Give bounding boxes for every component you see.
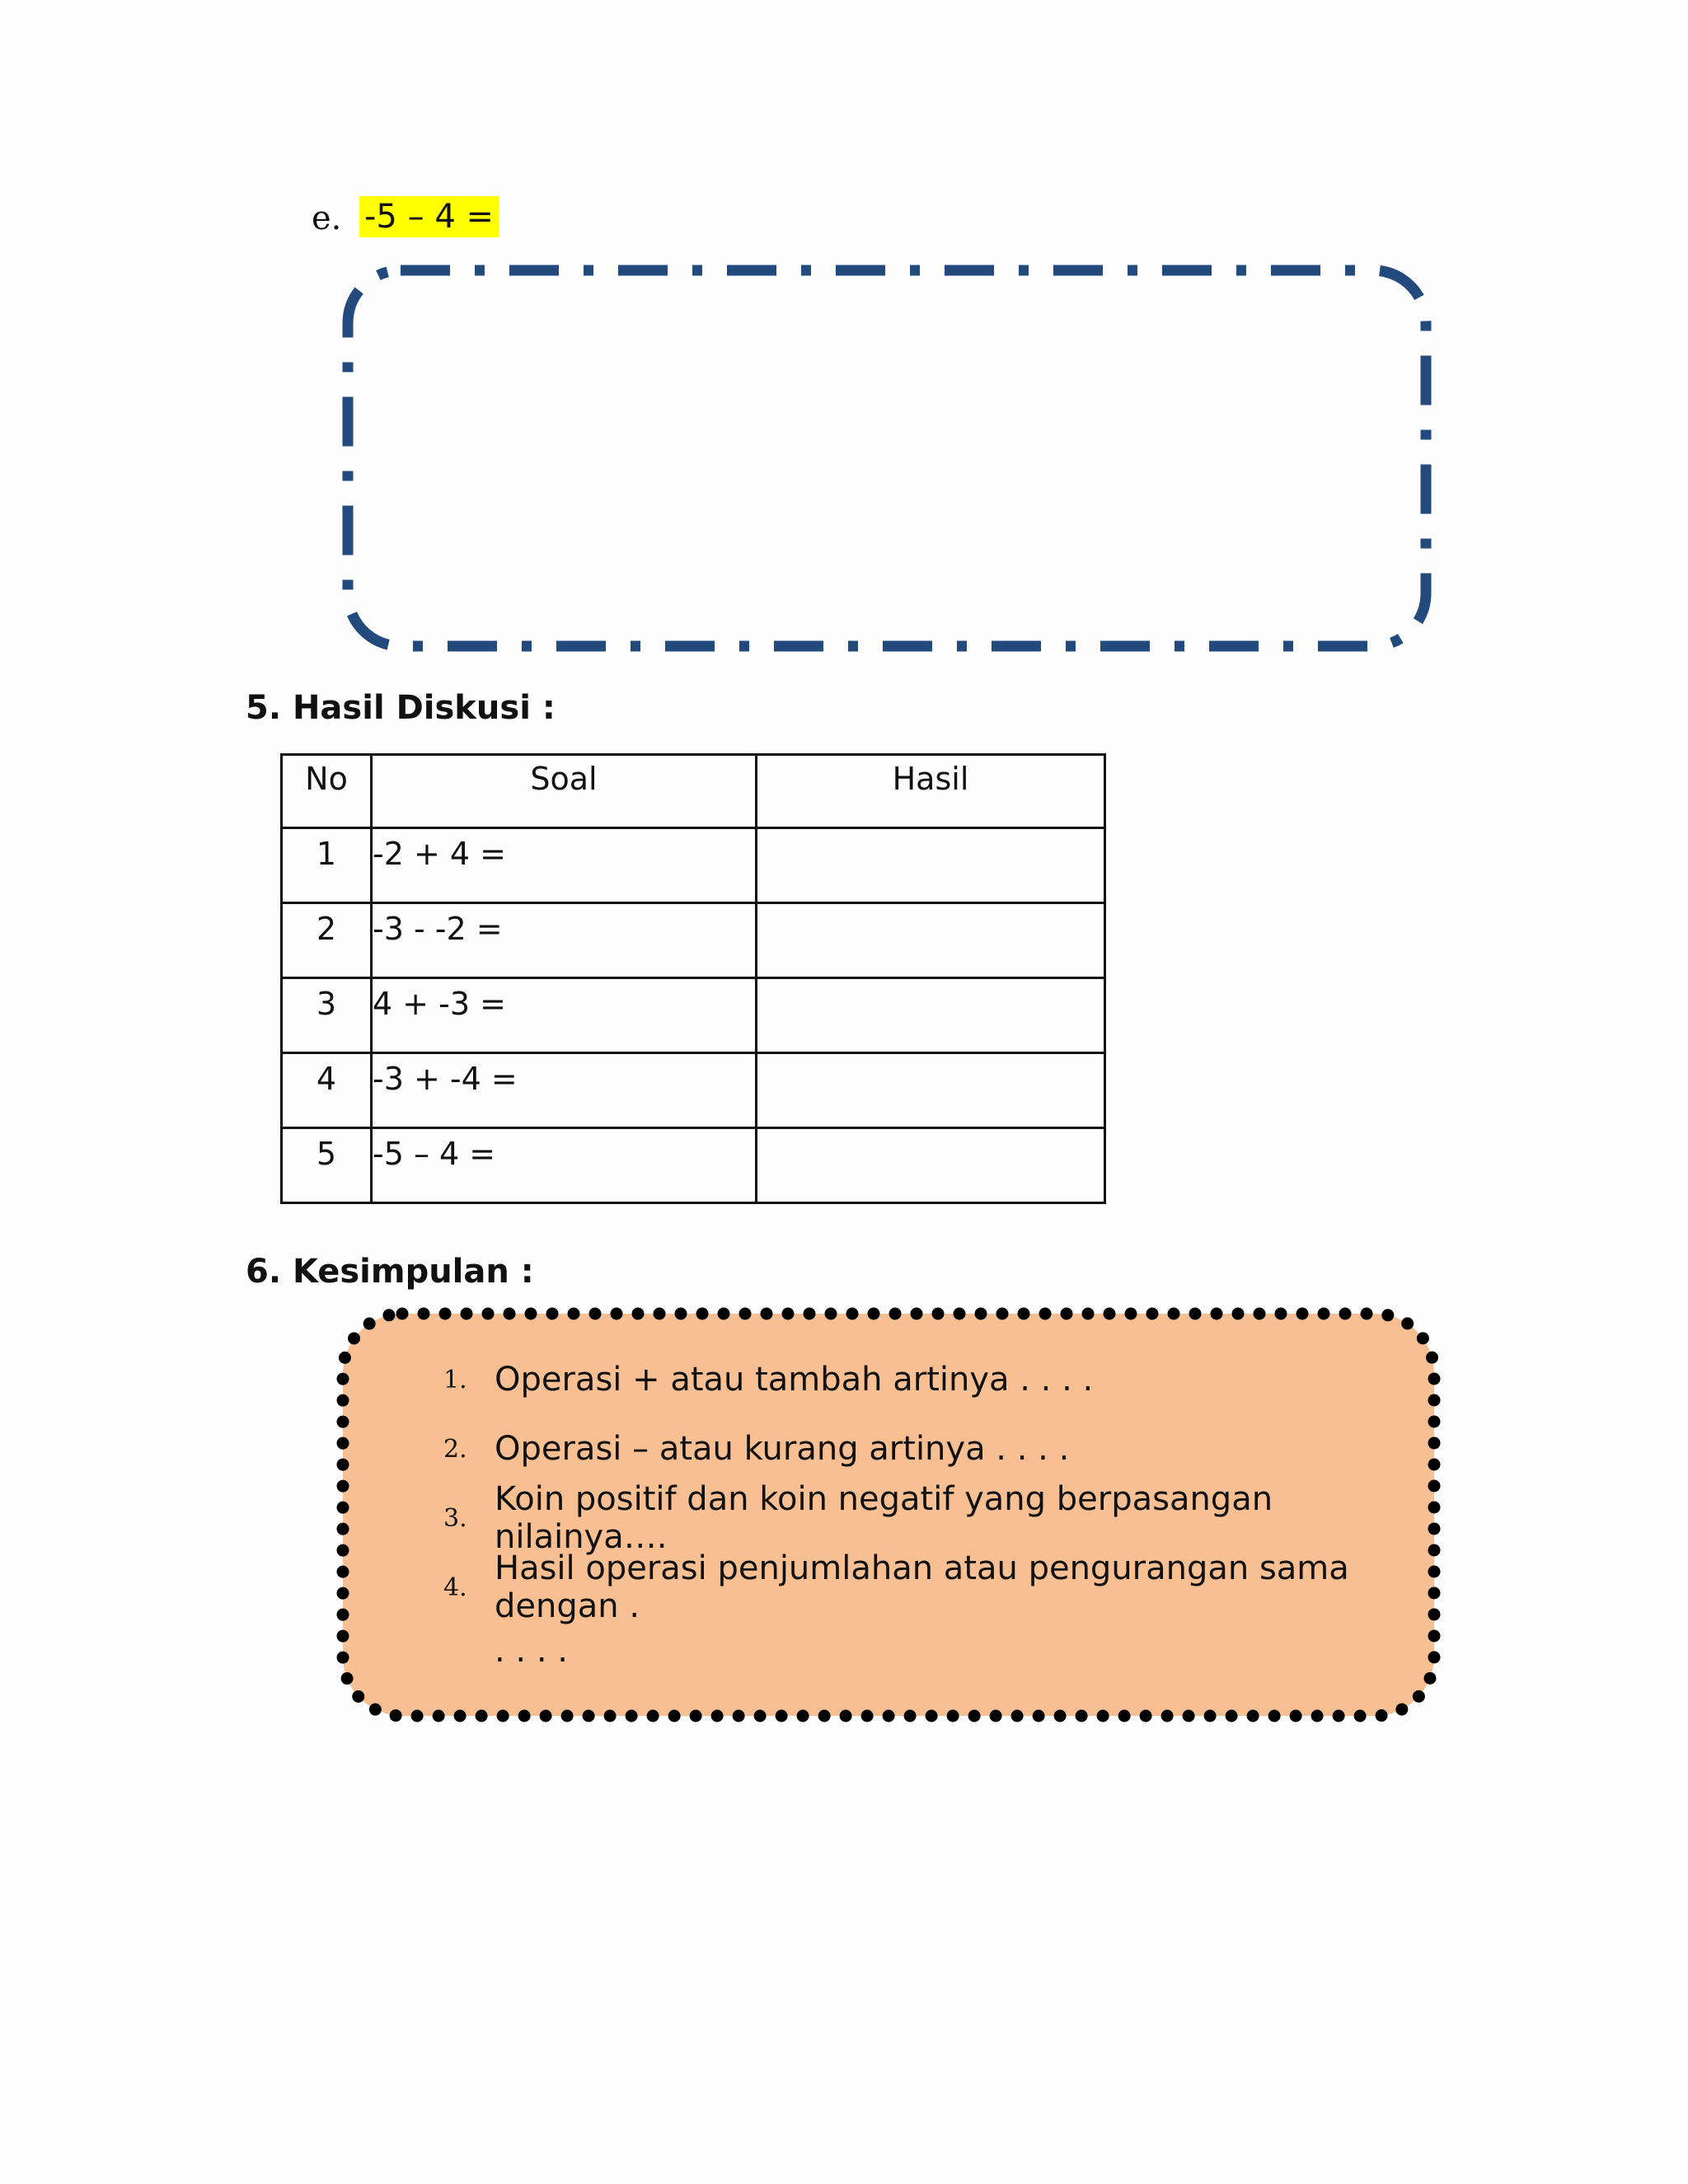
list-item-text: Operasi – atau kurang artinya . . . . [495,1430,1070,1468]
header-soal: Soal [372,755,757,828]
row-no: 4 [282,1053,372,1128]
row-hasil[interactable] [757,903,1105,978]
table-row [282,978,1105,1053]
list-item [443,1414,1408,1483]
item-e-label: e. [312,199,342,237]
row-no: 1 [282,828,372,903]
row-hasil[interactable] [757,978,1105,1053]
row-no: 3 [282,978,372,1053]
answer-box [340,264,1434,654]
table-row [282,1053,1105,1128]
row-soal: 4 + -3 = [372,978,757,1053]
row-hasil[interactable] [757,828,1105,903]
section-6-heading: 6. Kesimpulan : [246,1253,534,1291]
table-header-row [282,755,1105,828]
list-item-number: 2. [443,1434,467,1464]
list-item [443,1345,1408,1414]
section-5-heading: 5. Hasil Diskusi : [246,689,556,727]
row-soal: -3 + -4 = [372,1053,757,1128]
list-item-continuation: . . . . [495,1632,569,1670]
row-soal: -5 – 4 = [372,1128,757,1203]
list-item-text: Koin positif dan koin negatif yang berpasangan nilainya…. [495,1480,1273,1556]
conclusion-list [443,1345,1408,1680]
table-row [282,1128,1105,1203]
list-item-number: 4. [443,1572,467,1602]
list-item-number: 1. [443,1365,467,1394]
row-soal: -2 + 4 = [372,828,757,903]
header-hasil: Hasil [757,755,1105,828]
row-no: 2 [282,903,372,978]
row-hasil[interactable] [757,1053,1105,1128]
list-item [443,1480,1408,1556]
item-e-expression: -5 – 4 = [359,196,499,237]
table-row [282,903,1105,978]
row-soal: -3 - -2 = [372,903,757,978]
header-no: No [282,755,372,828]
results-table [280,753,1106,1204]
row-no: 5 [282,1128,372,1203]
row-hasil[interactable] [757,1128,1105,1203]
list-item-text: Operasi + atau tambah artinya . . . . [495,1361,1094,1399]
list-item-text: Hasil operasi penjumlahan atau pengurangan sama dengan . [495,1549,1349,1625]
list-item-number: 3. [443,1503,467,1533]
table-row [282,828,1105,903]
list-item [443,1549,1408,1625]
